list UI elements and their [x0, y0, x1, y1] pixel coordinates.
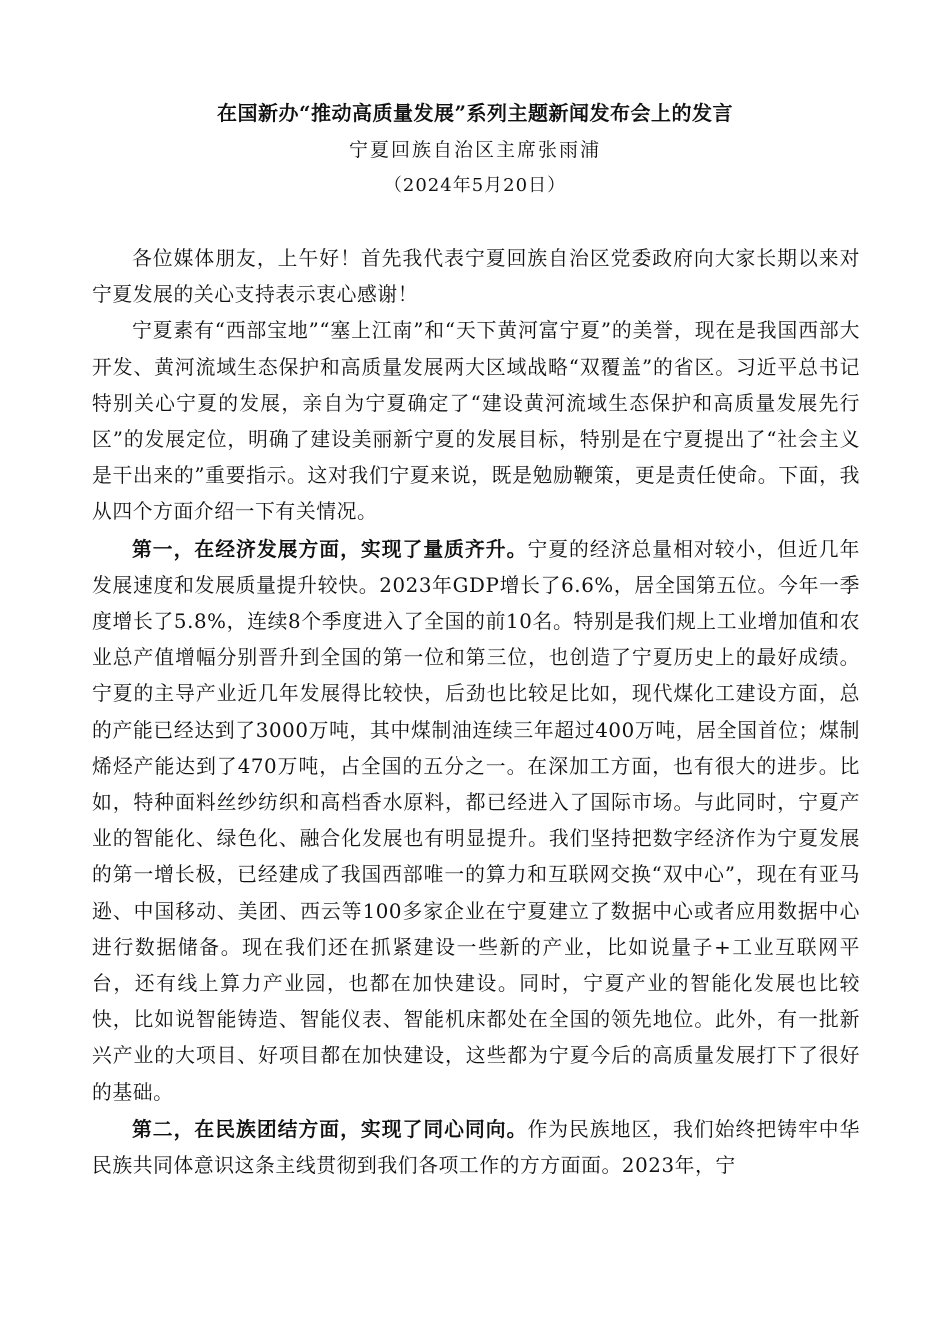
paragraph-text: 各位媒体朋友，上午好！首先我代表宁夏回族自治区党委政府向大家长期以来对宁夏发展的关心支持表示衷心感谢！	[92, 247, 860, 307]
paragraph-lead: 第二，在民族团结方面，实现了同心同向。	[132, 1116, 528, 1141]
paragraph-text: 宁夏素有“西部宝地”“塞上江南”和“天下黄河富宁夏”的美誉，现在是我国西部大开发、黄河流域生态保护和高质量发展两大区域战略“双覆盖”的省区。习近平总书记特别关心宁夏的发展，亲自为宁夏确定了“建设黄河流域生态保护和高质量发展先行区”的发展定位，明确了建设美丽新宁夏的发展目标，特别是在宁夏提出了“社会主义是干出来的”重要指示。这对我们宁夏来说，既是勉励鞭策，更是责任使命。下面，我从四个方面介绍一下有关情况。	[92, 319, 860, 524]
document-body	[92, 241, 860, 1184]
paragraph-introduction	[92, 313, 860, 530]
document-title: 在国新办“推动高质量发展”系列主题新闻发布会上的发言	[216, 101, 733, 125]
paragraph-text: 作为民族地区，我们始终把铸牢中华民族共同体意识这条主线贯彻到我们各项工作的方方面面。2023年，宁	[92, 1117, 860, 1178]
document-date: （2024年5月20日）	[383, 175, 567, 196]
paragraph-lead: 第一，在经济发展方面，实现了量质齐升。	[132, 536, 528, 561]
paragraph-greeting	[92, 241, 860, 313]
paragraph-ethnic-unity	[92, 1111, 860, 1184]
paragraph-text: 宁夏的经济总量相对较小，但近几年发展速度和发展质量提升较快。2023年GDP增长了6.6%，居全国第五位。今年一季度增长了5.8%，连续8个季度进入了全国的前10名。特别是我们规上工业增加值和农业总产值增幅分别晋升到全国的第一位和第三位，也创造了宁夏历史上的最好成绩。宁夏的主导产业近几年发展得比较快，后劲也比较足比如，现代煤化工建设方面，总的产能已经达到了3000万吨，其中煤制油连续三年超过400万吨，居全国首位；煤制烯烃产能达到了470万吨，占全国的五分之一。在深加工方面，也有很大的进步。比如，特种面料丝纱纺织和高档香水原料，都已经进入了国际市场。与此同时，宁夏产业的智能化、绿色化、融合化发展也有明显提升。我们坚持把数字经济作为宁夏发展的第一增长极，已经建成了我国西部唯一的算力和互联网交换“双中心”，现在有亚马逊、中国移动、美团、西云等100多家企业在宁夏建立了数据中心或者应用数据中心进行数据储备。现在我们还在抓紧建设一些新的产业，比如说量子+工业互联网平台，还有线上算力产业园，也都在加快建设。同时，宁夏产业的智能化发展也比较快，比如说智能铸造、智能仪表、智能机床都处在全国的领先地位。此外，有一批新兴产业的大项目、好项目都在加快建设，这些都为宁夏今后的高质量发展打下了很好的基础。	[92, 537, 860, 1104]
document-author: 宁夏回族自治区主席张雨浦	[348, 139, 601, 161]
paragraph-economic-development	[92, 531, 860, 1111]
